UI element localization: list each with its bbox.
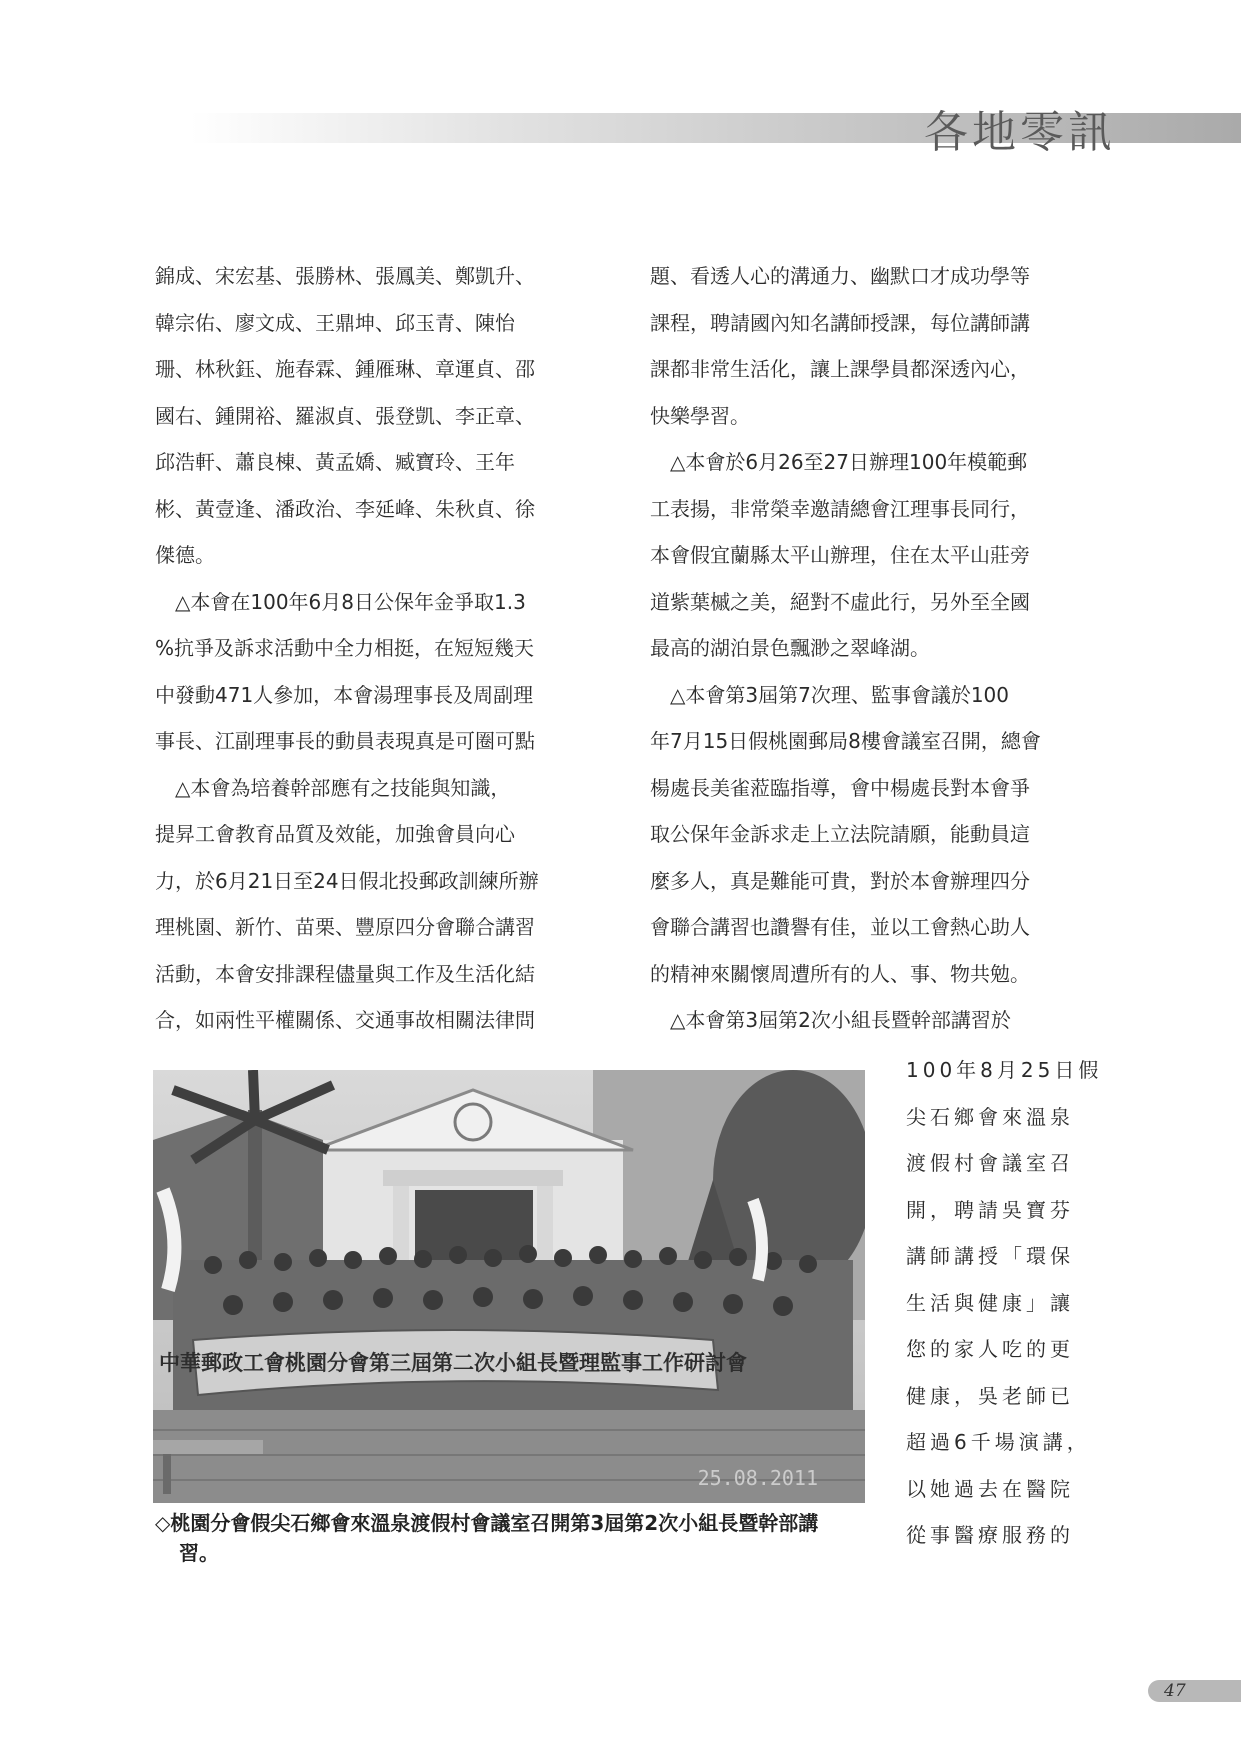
photo-caption: [155, 1508, 875, 1568]
date-stamp: 25.08.2011: [697, 1466, 818, 1490]
caption-line: ◇桃園分會假尖石鄉會來溫泉渡假村會議室召開第3屆第2次小組長暨幹部講: [155, 1511, 819, 1535]
text-line: 尖石鄉會來溫泉: [906, 1104, 1074, 1129]
left-text-column: [155, 253, 595, 1044]
text-line: △本會於6月26至27日辦理100年模範郵: [650, 450, 1028, 474]
text-line: 最高的湖泊景色飄渺之翠峰湖。: [650, 636, 930, 660]
banner-text: 中華郵政工會桃園分會第三屆第二次小組長暨理監事工作研討會: [159, 1351, 747, 1375]
text-line: 渡假村會議室召: [906, 1151, 1074, 1175]
text-line: %抗爭及訴求活動中全力相挺，在短短幾天: [155, 636, 535, 660]
text-line: 道紫葉槭之美，絕對不虛此行，另外至全國: [650, 589, 1030, 614]
text-line: 以她過去在醫院: [906, 1476, 1074, 1501]
page-number: 47: [1164, 1681, 1186, 1701]
text-line: △本會第3屆第7次理、監事會議於100: [650, 682, 1010, 707]
text-line: 國右、鍾開裕、羅淑貞、張登凱、李正章、: [155, 403, 535, 428]
text-line: 您的家人吃的更: [906, 1337, 1074, 1361]
text-line: 年7月15日假桃園郵局8樓會議室召開，總會: [650, 729, 1041, 753]
narrow-text-column: [906, 1047, 1103, 1559]
text-line: 會聯合講習也讚譽有佳，並以工會熱心助人: [650, 915, 1030, 939]
text-line: 的精神來關懷周遭所有的人、事、物共勉。: [650, 961, 1030, 986]
text-line: 取公保年金訴求走上立法院請願，能動員這: [650, 822, 1030, 846]
page-number-tab: [1148, 1680, 1241, 1702]
text-line: 傑德。: [155, 543, 215, 567]
text-line: 開，聘請吳寶芬: [906, 1197, 1074, 1222]
text-line: 合，如兩性平權關係、交通事故相關法律問: [155, 1008, 535, 1032]
text-line: 中發動471人參加，本會湯理事長及周副理: [155, 682, 534, 707]
text-line: 理桃園、新竹、苗栗、豐原四分會聯合講習: [155, 915, 535, 939]
text-line: 健康，吳老師已: [906, 1383, 1074, 1408]
text-line: 活動，本會安排課程儘量與工作及生活化結: [155, 961, 535, 986]
text-line: 講師講授「環保: [906, 1244, 1074, 1268]
text-line: 力，於6月21日至24日假北投郵政訓練所辦: [155, 868, 539, 893]
text-line: △本會在100年6月8日公保年金爭取1.3: [155, 589, 526, 614]
text-line: 提昇工會教育品質及效能，加強會員向心: [155, 822, 515, 846]
text-line: 珊、林秋鈺、施春霖、鍾雁琳、章運貞、邵: [155, 357, 535, 381]
text-line: △本會為培養幹部應有之技能與知識，: [155, 775, 511, 800]
caption-line: 習。: [179, 1541, 219, 1565]
text-line: 楊處長美雀蒞臨指導，會中楊處長對本會爭: [650, 775, 1030, 800]
text-line: 100年8月25日假: [906, 1058, 1103, 1082]
text-line: 錦成、宋宏基、張勝林、張鳳美、鄭凱升、: [155, 264, 535, 288]
text-line: 韓宗佑、廖文成、王鼎坤、邱玉青、陳怡: [155, 310, 515, 335]
text-line: 工表揚，非常榮幸邀請總會江理事長同行，: [650, 496, 1030, 521]
text-line: 從事醫療服務的: [906, 1523, 1074, 1547]
text-line: 超過6千場演講，: [906, 1430, 1091, 1454]
text-line: 課都非常生活化，讓上課學員都深透內心，: [650, 357, 1030, 381]
text-line: 麼多人，真是難能可貴，對於本會辦理四分: [650, 868, 1030, 893]
text-line: 彬、黃壹逢、潘政治、李延峰、朱秋貞、徐: [155, 496, 535, 521]
text-line: 邱浩軒、蕭良棟、黃孟嬌、臧寶玲、王年: [155, 450, 515, 474]
text-line: 課程，聘請國內知名講師授課，每位講師講: [650, 310, 1030, 335]
text-line: 快樂學習。: [650, 403, 750, 428]
text-line: △本會第3屆第2次小組長暨幹部講習於: [650, 1008, 1011, 1032]
group-photo: [153, 1070, 865, 1503]
text-line: 生活與健康」讓: [906, 1290, 1074, 1315]
section-title: 各地零訊: [924, 107, 1116, 158]
right-text-column: [650, 253, 1090, 1044]
text-line: 題、看透人心的溝通力、幽默口才成功學等: [650, 264, 1030, 288]
text-line: 本會假宜蘭縣太平山辦理，住在太平山莊旁: [650, 543, 1030, 567]
text-line: 事長、江副理事長的動員表現真是可圈可點: [155, 729, 535, 753]
